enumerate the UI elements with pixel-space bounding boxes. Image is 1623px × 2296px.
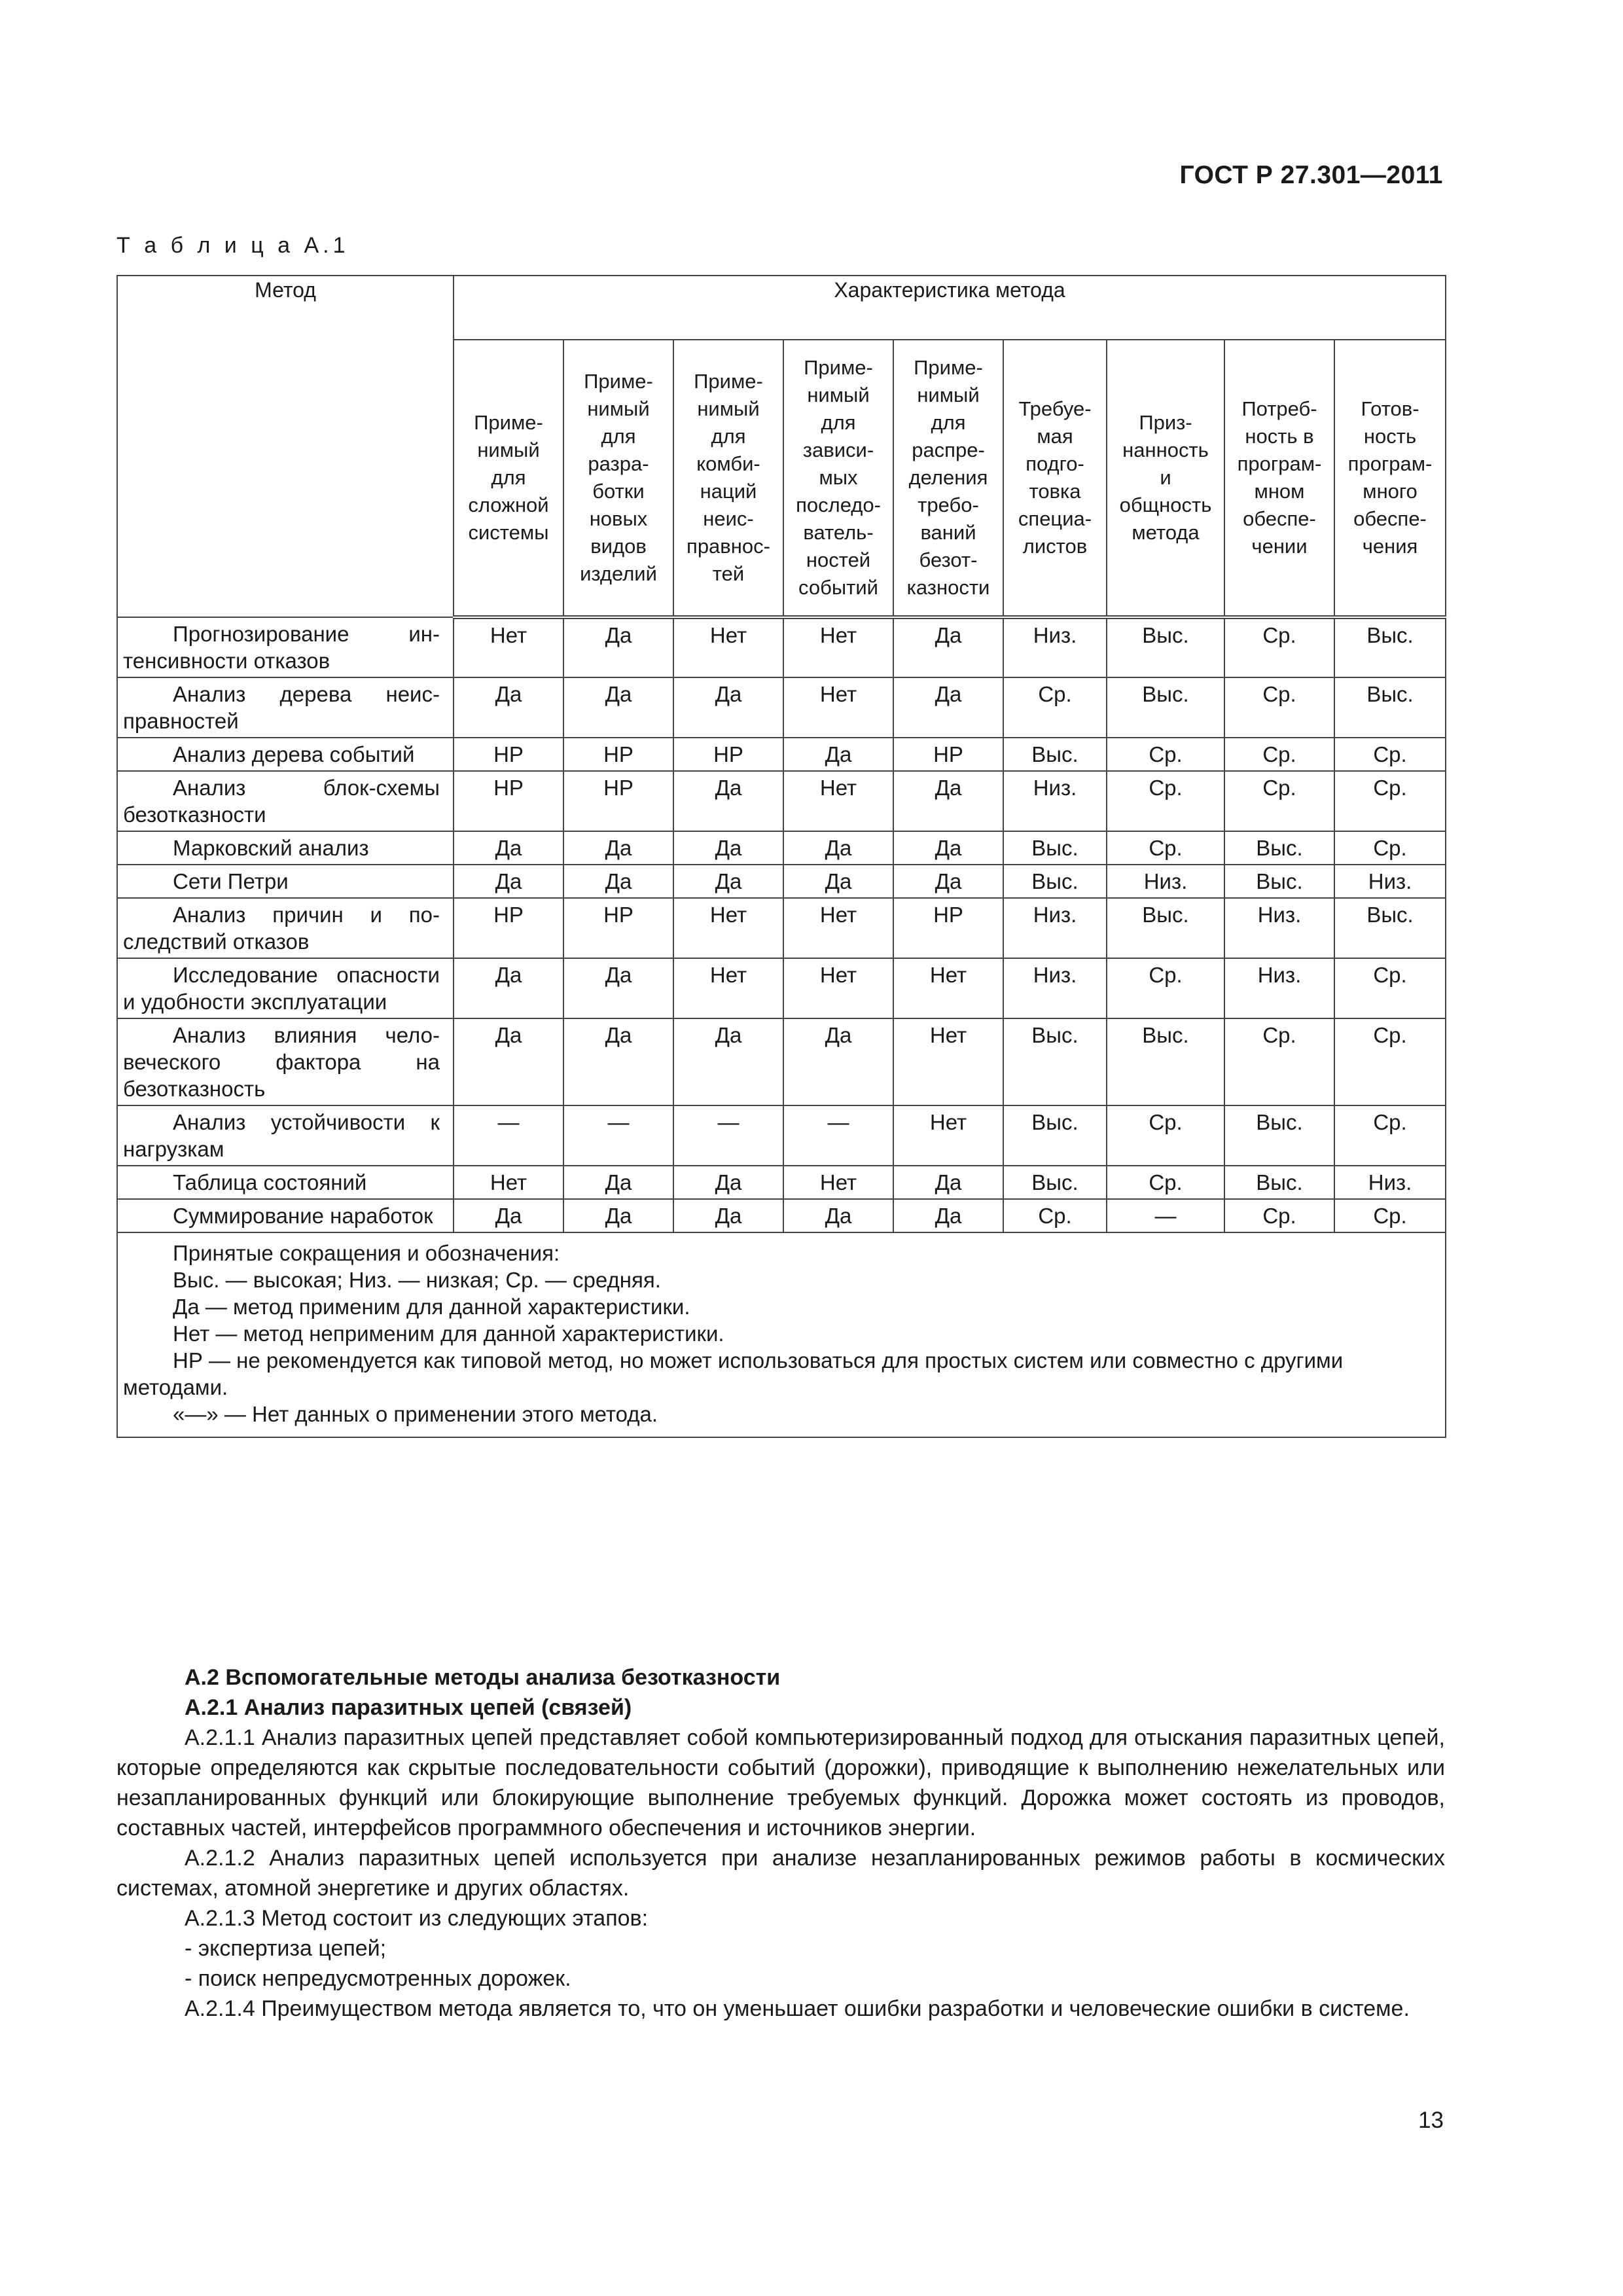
value-cell: Нет [673, 898, 783, 958]
note-line: «—» — Нет данных о применении этого метода. [173, 1402, 658, 1426]
value-cell: Да [893, 865, 1003, 898]
table-body [117, 617, 1446, 1232]
value-cell: Выс. [1224, 865, 1334, 898]
value-cell: Да [563, 958, 673, 1018]
table-row [117, 1199, 1446, 1232]
value-cell: Да [783, 1199, 893, 1232]
value-cell: Выс. [1003, 1018, 1107, 1105]
value-cell: Да [454, 831, 563, 865]
value-cell: НР [563, 738, 673, 771]
list-item: - экспертиза цепей; [185, 1936, 387, 1961]
value-cell: Низ. [1224, 958, 1334, 1018]
table-row [117, 958, 1446, 1018]
table-caption: Т а б л и ц а А.1 [116, 233, 349, 258]
characteristic-column-header: Приме- нимый для разра- ботки новых видов изделий [563, 340, 673, 617]
value-cell: Да [893, 1199, 1003, 1232]
characteristic-column-header: Приз- нанность и общность метода [1107, 340, 1224, 617]
paragraph-a212: А.2.1.2 Анализ паразитных цепей используется при анализе незапланированных режимов работы в космических системах, атомной энергетике и других областях. [116, 1846, 1445, 1901]
value-cell: — [563, 1105, 673, 1166]
table-row [117, 1105, 1446, 1166]
characteristic-column-header: Потреб- ность в програм- мном обеспе- чении [1224, 340, 1334, 617]
value-cell: Да [454, 865, 563, 898]
value-cell: Да [673, 771, 783, 831]
value-cell: Выс. [1107, 677, 1224, 738]
value-cell: Нет [783, 617, 893, 677]
value-cell: Низ. [1224, 898, 1334, 958]
value-cell: Нет [893, 1018, 1003, 1105]
value-cell: Нет [783, 958, 893, 1018]
paragraph-a213: А.2.1.3 Метод состоит из следующих этапов: [185, 1906, 649, 1931]
value-cell: Выс. [1003, 1105, 1107, 1166]
heading-a2: А.2 Вспомогательные методы анализа безотказности [185, 1665, 781, 1690]
value-cell: Ср. [1224, 677, 1334, 738]
value-cell: Да [563, 865, 673, 898]
value-cell: Ср. [1107, 738, 1224, 771]
table-row [117, 1166, 1446, 1199]
value-cell: Да [893, 831, 1003, 865]
value-cell: Ср. [1334, 738, 1446, 771]
method-name-cell: Анализ причин и последствий отказов [117, 898, 454, 958]
value-cell: НР [673, 738, 783, 771]
method-name-cell: Анализ влияния человеческого фактора на безотказность [117, 1018, 454, 1105]
value-cell: Да [783, 1018, 893, 1105]
method-column-header: Метод [117, 276, 454, 617]
note-line: Нет — метод неприменим для данной характеристики. [173, 1321, 724, 1346]
value-cell: Да [783, 865, 893, 898]
value-cell: Выс. [1334, 677, 1446, 738]
value-cell: НР [893, 738, 1003, 771]
value-cell: Ср. [1334, 771, 1446, 831]
value-cell: Да [673, 1199, 783, 1232]
table-row [117, 617, 1446, 677]
value-cell: НР [563, 771, 673, 831]
value-cell: Выс. [1107, 617, 1224, 677]
value-cell: Ср. [1224, 771, 1334, 831]
value-cell: Ср. [1107, 1105, 1224, 1166]
value-cell: Да [454, 677, 563, 738]
table-row [117, 831, 1446, 865]
value-cell: Ср. [1334, 958, 1446, 1018]
value-cell: Да [673, 1166, 783, 1199]
value-cell: Да [563, 677, 673, 738]
value-cell: Ср. [1224, 1199, 1334, 1232]
value-cell: НР [563, 898, 673, 958]
table-row [117, 771, 1446, 831]
value-cell: Нет [783, 898, 893, 958]
value-cell: Да [673, 831, 783, 865]
standard-code: ГОСТ Р 27.301—2011 [1179, 161, 1443, 189]
table-notes [117, 1232, 1446, 1437]
value-cell: Выс. [1224, 1105, 1334, 1166]
list-item: - поиск непредусмотренных дорожек. [185, 1966, 571, 1991]
value-cell: Ср. [1107, 958, 1224, 1018]
characteristic-column-header: Приме- нимый для распре- деления требо- ваний безот- казности [893, 340, 1003, 617]
value-cell: Да [893, 617, 1003, 677]
method-name-cell: Марковский анализ [117, 831, 454, 865]
value-cell: Да [673, 1018, 783, 1105]
value-cell: Да [673, 677, 783, 738]
value-cell: Выс. [1107, 898, 1224, 958]
method-name-cell: Суммирование наработок [117, 1199, 454, 1232]
note-line: Да — метод применим для данной характеристики. [173, 1295, 690, 1319]
value-cell: Да [563, 1199, 673, 1232]
value-cell: Да [783, 738, 893, 771]
value-cell: Ср. [1107, 1166, 1224, 1199]
value-cell: НР [893, 898, 1003, 958]
table-row [117, 865, 1446, 898]
value-cell: Низ. [1003, 771, 1107, 831]
value-cell: Ср. [1334, 1199, 1446, 1232]
value-cell: Ср. [1003, 1199, 1107, 1232]
value-cell: Ср. [1334, 1018, 1446, 1105]
table-row [117, 1018, 1446, 1105]
value-cell: Да [454, 958, 563, 1018]
methods-table [116, 275, 1446, 1438]
value-cell: Нет [783, 677, 893, 738]
characteristic-column-header: Приме- нимый для сложной системы [454, 340, 563, 617]
method-name-cell: Прогнозирование интенсивности отказов [117, 617, 454, 677]
value-cell: Да [893, 771, 1003, 831]
value-cell: Нет [893, 1105, 1003, 1166]
value-cell: — [783, 1105, 893, 1166]
value-cell: Низ. [1107, 865, 1224, 898]
method-name-cell: Анализ устойчивости к нагрузкам [117, 1105, 454, 1166]
paragraph-a211: А.2.1.1 Анализ паразитных цепей представляет собой компьютеризированный подход для отыскания паразитных цепей, которые определяются как скрытые последовательности событий (дорожки), приводящие к выполнению нежелательных или незапланированных функций или блокирующие выполнение требуемых функций. Дорожка может состоять из проводов, составных частей, интерфейсов программного обеспечения и источников энергии. [116, 1725, 1445, 1840]
note-line: НР — не рекомендуется как типовой метод, но может использоваться для простых систем или совместно с другими методами. [123, 1348, 1344, 1399]
note-line: Выс. — высокая; Низ. — низкая; Ср. — средняя. [173, 1268, 661, 1292]
characteristic-column-header: Готов- ность програм- много обеспе- чения [1334, 340, 1446, 617]
value-cell: Нет [673, 617, 783, 677]
paragraph-a214: А.2.1.4 Преимуществом метода является то, что он уменьшает ошибки разработки и человеческие ошибки в системе. [185, 1996, 1410, 2021]
value-cell: Низ. [1003, 958, 1107, 1018]
method-name-cell: Анализ дерева неисправностей [117, 677, 454, 738]
value-cell: Да [563, 1018, 673, 1105]
value-cell: Да [783, 831, 893, 865]
value-cell: Да [563, 831, 673, 865]
value-cell: Выс. [1224, 831, 1334, 865]
value-cell: Да [454, 1018, 563, 1105]
value-cell: Низ. [1003, 617, 1107, 677]
characteristic-column-header: Приме- нимый для зависи- мых последо- ватель- ностей событий [783, 340, 893, 617]
value-cell: Выс. [1003, 831, 1107, 865]
table-row [117, 738, 1446, 771]
value-cell: Низ. [1334, 865, 1446, 898]
value-cell: Ср. [1224, 1018, 1334, 1105]
value-cell: Выс. [1003, 1166, 1107, 1199]
value-cell: Выс. [1224, 1166, 1334, 1199]
section-a2 [116, 1662, 1445, 2024]
value-cell: Низ. [1334, 1166, 1446, 1199]
value-cell: — [454, 1105, 563, 1166]
value-cell: Нет [783, 771, 893, 831]
note-line: Принятые сокращения и обозначения: [173, 1241, 560, 1265]
page-number: 13 [1418, 2108, 1444, 2133]
value-cell: Ср. [1334, 1105, 1446, 1166]
method-name-cell: Исследование опасности и удобности эксплуатации [117, 958, 454, 1018]
value-cell: Ср. [1224, 617, 1334, 677]
method-name-cell: Сети Петри [117, 865, 454, 898]
value-cell: Выс. [1334, 617, 1446, 677]
value-cell: — [673, 1105, 783, 1166]
value-cell: Да [454, 1199, 563, 1232]
value-cell: Нет [893, 958, 1003, 1018]
value-cell: НР [454, 771, 563, 831]
characteristic-column-header: Приме- нимый для комби- наций неис- правнос- тей [673, 340, 783, 617]
heading-a21: А.2.1 Анализ паразитных цепей (связей) [185, 1695, 632, 1720]
table-row [117, 677, 1446, 738]
characteristic-group-header: Характеристика метода [454, 276, 1446, 340]
characteristic-column-header: Требуе- мая подго- товка специа- листов [1003, 340, 1107, 617]
value-cell: Да [893, 677, 1003, 738]
method-name-cell: Таблица состояний [117, 1166, 454, 1199]
value-cell: Да [563, 617, 673, 677]
value-cell: Выс. [1003, 738, 1107, 771]
method-name-cell: Анализ блок-схемы безотказности [117, 771, 454, 831]
value-cell: Да [893, 1166, 1003, 1199]
value-cell: НР [454, 738, 563, 771]
value-cell: Нет [454, 617, 563, 677]
value-cell: Выс. [1107, 1018, 1224, 1105]
value-cell: Нет [673, 958, 783, 1018]
value-cell: Нет [454, 1166, 563, 1199]
value-cell: — [1107, 1199, 1224, 1232]
value-cell: НР [454, 898, 563, 958]
value-cell: Выс. [1003, 865, 1107, 898]
value-cell: Низ. [1003, 898, 1107, 958]
value-cell: Ср. [1107, 831, 1224, 865]
table-row [117, 898, 1446, 958]
value-cell: Ср. [1224, 738, 1334, 771]
value-cell: Нет [783, 1166, 893, 1199]
value-cell: Ср. [1334, 831, 1446, 865]
value-cell: Да [673, 865, 783, 898]
value-cell: Да [563, 1166, 673, 1199]
value-cell: Ср. [1003, 677, 1107, 738]
method-name-cell: Анализ дерева событий [117, 738, 454, 771]
value-cell: Выс. [1334, 898, 1446, 958]
value-cell: Ср. [1107, 771, 1224, 831]
